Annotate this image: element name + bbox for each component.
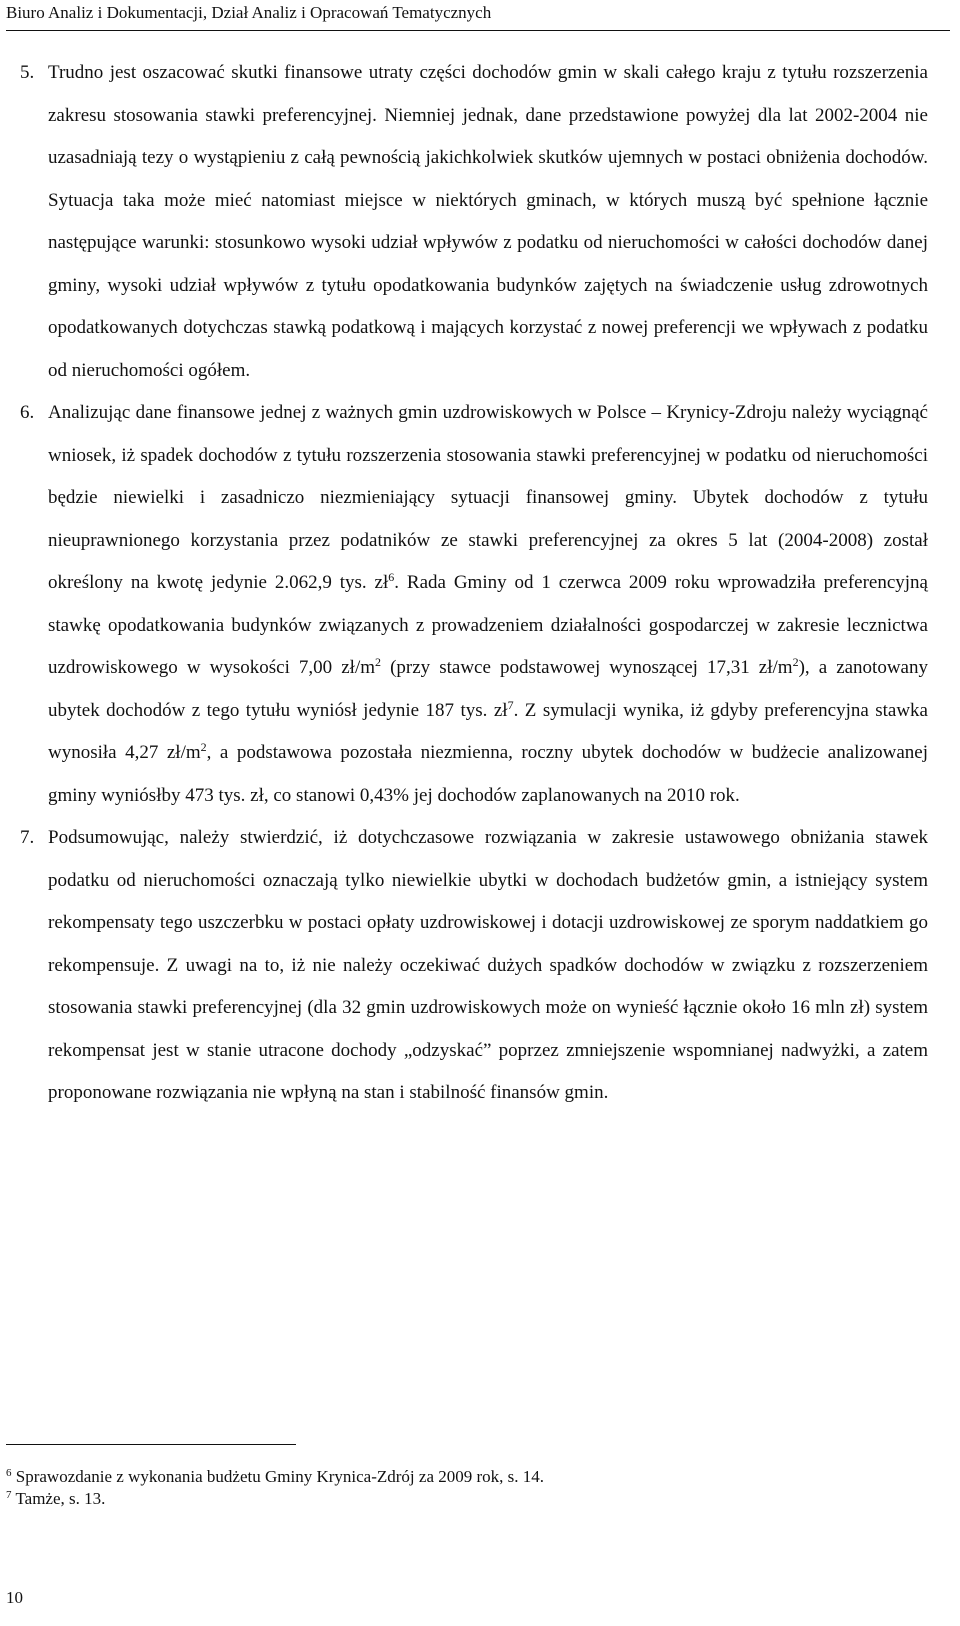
footnote-6 — [6, 1466, 544, 1488]
page-header: Biuro Analiz i Dokumentacji, Dział Analiz i Opracowań Tematycznych — [6, 3, 492, 22]
list-item-5 — [20, 52, 928, 392]
page-number: 10 — [6, 1588, 23, 1607]
paragraph-7: Podsumowując, należy stwierdzić, iż dotychczasowe rozwiązania w zakresie ustawowego obniżania stawek podatku od nieruchomości oznaczają tylko niewielkie ubytki w dochodach budżetów gmin, a istniejący system rekompensaty tego uszczerbku w postaci opłaty uzdrowiskowej i dotacji uzdrowiskowej ze sporym naddatkiem go rekompensuje. Z uwagi na to, iż nie należy oczekiwać dużych spadków dochodów w związku z rozszerzeniem stosowania stawki preferencyjnej (dla 32 gmin uzdrowiskowych może on wynieść łącznie około 16 mln zł) system rekompensat jest w stanie utracone dochody „odzyskać” poprzez zmniejszenie wspomnianej nadwyżki, a zatem proponowane rozwiązania nie wpłyną na stan i stabilność finansów gmin. — [48, 827, 928, 1103]
item-number: 6. — [20, 402, 35, 423]
list-item-7 — [20, 817, 928, 1115]
footnote-mark: 7 — [6, 1489, 12, 1501]
footnotes — [6, 1466, 544, 1510]
header-divider — [6, 30, 950, 31]
list-item-6 — [20, 392, 928, 817]
footnote-ref-7[interactable]: 7 — [507, 697, 514, 712]
footnote-divider — [6, 1444, 296, 1445]
item-number: 7. — [20, 827, 35, 848]
footnote-text: Tamże, s. 13. — [15, 1489, 106, 1508]
paragraph-5: Trudno jest oszacować skutki finansowe utraty części dochodów gmin w skali całego kraju z tytułu rozszerzenia zakresu stosowania stawki preferencyjnej. Niemniej jednak, dane przedstawione powyżej dla lat 2002-2004 nie uzasadniają tezy o wystąpieniu z całą pewnością jakichkolwiek skutków ujemnych w postaci obniżenia dochodów. Sytuacja taka może mieć natomiast miejsce w niektórych gminach, w których muszą być spełnione łącznie następujące warunki: stosunkowo wysoki udział wpływów z podatku od nieruchomości w całości dochodów danej gminy, wysoki udział wpływów z tytułu opodatkowania budynków zajętych na świadczenie usług zdrowotnych opodatkowanych dotychczas stawką podatkową i mających korzystać z nowej preferencji we wpływach z podatku od nieruchomości ogółem. — [48, 62, 928, 381]
footnote-ref-6[interactable]: 6 — [388, 570, 395, 584]
text-run: , a podstawowa pozostała niezmienna, roczny ubytek dochodów w budżecie analizowanej gminy wyniósłby 473 tys. zł, co stanowi 0,43% jej dochodów zaplanowanych na 2010 rok. — [48, 742, 928, 806]
superscript-2: 2 — [792, 655, 799, 669]
main-content — [20, 52, 928, 1115]
item-number: 5. — [20, 62, 35, 83]
text-run: . Rada Gminy od 1 czerwca 2009 roku wprowadziła preferencyjną stawkę opodatkowania budynków związanych z prowadzeniem działalności gospodarczej w zakresie lecznictwa uzdrowiskowego w wysokości 7,00 zł/m — [48, 572, 928, 678]
paragraph-6 — [48, 392, 928, 817]
text-run: Analizując dane finansowe jednej z ważnych gmin uzdrowiskowych w Polsce – Krynicy-Zdroju należy wyciągnąć wniosek, iż spadek dochodów z tytułu rozszerzenia stosowania stawki preferencyjnej w podatku od nieruchomości będzie niewielki i zasadniczo niezmieniający sytuacji finansowej gminy. Ubytek dochodów z tytułu nieuprawnionego korzystania przez podatników ze stawki preferencyjnej za okres 5 lat (2004-2008) został określony na kwotę jedynie 2.062,9 tys. zł — [48, 402, 928, 593]
text-run: (przy stawce podstawowej wynoszącej 17,31 zł/m — [381, 657, 793, 678]
text-run: . Z symulacji wynika, iż gdyby preferencyjna stawka wynosiła 4,27 zł/m — [48, 699, 928, 763]
footnote-text: Sprawozdanie z wykonania budżetu Gminy Krynica-Zdrój za 2009 rok, s. 14. — [15, 1467, 545, 1486]
superscript-2: 2 — [200, 740, 207, 754]
text-run: ), a zanotowany ubytek dochodów z tego tytułu wyniósł jedynie 187 tys. zł — [48, 657, 928, 721]
superscript-2: 2 — [375, 655, 382, 669]
footnote-7 — [6, 1488, 544, 1510]
footnote-mark: 6 — [6, 1467, 12, 1479]
